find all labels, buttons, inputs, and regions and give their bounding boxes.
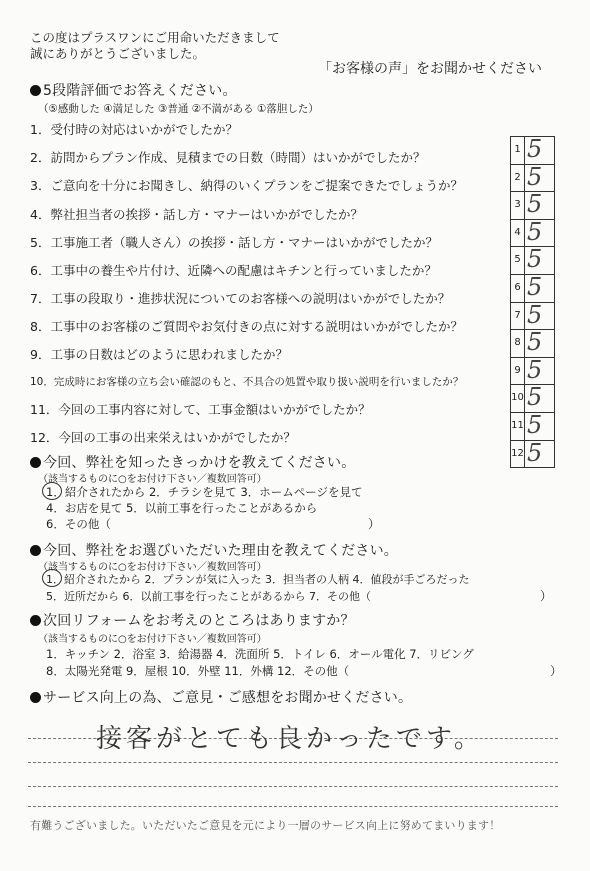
comment-line — [28, 762, 558, 763]
answer-number: 7 — [511, 303, 525, 330]
answer-row-5 — [511, 247, 554, 275]
trigger-options-line-2[interactable]: 4．お店を見て 5．以前工事を行ったことがあるから — [46, 501, 318, 515]
answer-value[interactable]: 5 — [527, 245, 543, 274]
next-title-text: 次回リフォームをお考えのところはありますか？ — [43, 613, 355, 629]
answer-number: 1 — [511, 137, 525, 164]
question-4: 4．弊社担当者の挨拶・話し方・マナーはいかがでしたか？ — [30, 207, 363, 222]
bullet-icon — [30, 457, 41, 468]
answer-value[interactable]: 5 — [527, 300, 543, 329]
answer-row-8 — [511, 330, 554, 358]
reason-options-line-1[interactable]: 1．紹介されたから 2．プランが気に入った 3．担当者の人柄 4．値段が手ごろだった — [46, 573, 470, 586]
answer-row-10 — [511, 385, 554, 413]
next-options-line-2[interactable]: 8．太陽光発電 9．屋根 10．外壁 11．外構 12．その他（ — [46, 664, 350, 678]
answer-value[interactable]: 5 — [527, 190, 543, 219]
answer-row-12 — [511, 438, 554, 468]
trigger-note: （該当するものに○をお付け下さい／複数回答可） — [38, 474, 267, 485]
question-1: 1．受付時の対応はいかがでしたか？ — [30, 122, 238, 137]
answer-value[interactable]: 5 — [527, 162, 543, 191]
answer-row-9 — [511, 355, 554, 386]
bullet-icon — [30, 545, 41, 556]
answer-row-11 — [511, 410, 554, 441]
answer-value[interactable]: 5 — [527, 355, 543, 384]
trigger-paren-end: ） — [368, 517, 381, 531]
answer-number: 2 — [511, 165, 525, 192]
comment-title-text: サービス向上の為、ご意見・ご感想をお聞かせください。 — [43, 690, 413, 706]
answer-row-1 — [511, 137, 554, 165]
answer-row-6 — [511, 272, 554, 303]
answer-number: 3 — [511, 192, 525, 219]
answer-number: 11 — [511, 413, 525, 440]
rating-title-text: 5段階評価でお答えください。 — [43, 83, 237, 99]
answer-value[interactable]: 5 — [527, 328, 543, 357]
answer-row-4 — [511, 217, 554, 248]
reason-section-title — [30, 540, 398, 560]
voice-title: 「お客様の声」をお聞かせください — [318, 61, 542, 77]
trigger-section-title — [30, 452, 355, 472]
answer-number: 5 — [511, 247, 525, 274]
bullet-icon — [30, 615, 41, 626]
answer-row-3 — [511, 192, 554, 220]
reason-title-text: 今回、弊社をお選びいただいた理由を教えてください。 — [43, 543, 398, 559]
answer-number: 8 — [511, 330, 525, 357]
answer-row-2 — [511, 162, 554, 193]
rating-section-title — [30, 80, 237, 100]
answer-row-7 — [511, 300, 554, 331]
question-10: 10．完成時にお客様の立ち会い確認のもと、不具合の処置や取り扱い説明を行いましたか？ — [30, 376, 464, 388]
next-note: （該当するものに○をお付け下さい／複数回答可） — [38, 634, 267, 645]
answer-value[interactable]: 5 — [527, 438, 543, 467]
next-options-line-1[interactable]: 1．キッチン 2．浴室 3．給湯器 4．洗面所 5．トイレ 6．オール電化 7．リビング — [46, 647, 474, 661]
question-11: 11．今回の工事内容に対して、工事金額はいかがでしたか？ — [30, 402, 371, 417]
answer-value[interactable]: 5 — [527, 410, 543, 439]
question-9: 9．工事の日数はどのように思われましたか？ — [30, 347, 288, 362]
intro-line-1: この度はプラスワンにご用命いただきまして — [30, 30, 280, 45]
answer-number: 10 — [511, 385, 525, 412]
question-3: 3．ご意向を十分にお聞きし、納得のいくプランをご提案できたでしょうか？ — [30, 178, 463, 193]
reason-note: （該当するものに○をお付け下さい／複数回答可） — [38, 562, 267, 573]
comment-line — [28, 806, 558, 807]
answer-value[interactable]: 5 — [527, 135, 543, 163]
question-7: 7．工事の段取り・進捗状況についてのお客様への説明はいかがでしたか？ — [30, 291, 451, 306]
question-8: 8．工事中のお客様のご質問やお気付きの点に対する説明はいかがでしたか？ — [30, 319, 463, 334]
rating-legend: （⑤感動した ④満足した ③普通 ②不満がある ①落胆した） — [38, 103, 319, 115]
comment-line — [28, 786, 558, 787]
question-5: 5．工事施工者（職人さん）の挨拶・話し方・マナーはいかがでしたか？ — [30, 235, 438, 250]
question-12: 12．今回の工事の出来栄えはいかがでしたか？ — [30, 430, 296, 445]
bullet-icon — [30, 692, 41, 703]
answer-number: 6 — [511, 275, 525, 302]
intro-line-2: 誠にありがとうございました。 — [30, 46, 206, 61]
handwritten-comment[interactable]: 接客がとても良かったです。 — [96, 724, 484, 754]
next-paren-end: ） — [550, 664, 563, 678]
answer-number: 9 — [511, 358, 525, 385]
bullet-icon — [30, 85, 41, 96]
trigger-options-line-1[interactable]: 1．紹介されたから 2．チラシを見て 3．ホームページを見て — [46, 485, 363, 499]
question-2: 2．訪問からプラン作成、見積までの日数（時間）はいかがでしたか？ — [30, 150, 426, 165]
next-section-title — [30, 610, 355, 630]
footer-message: 有難うございました。いただいたご意見を元により一層のサービス向上に努めてまいります！ — [30, 819, 501, 832]
answer-number: 4 — [511, 220, 525, 247]
answer-value[interactable]: 5 — [527, 217, 543, 246]
trigger-title-text: 今回、弊社を知ったきっかけを教えてください。 — [43, 455, 356, 471]
rating-answer-grid — [510, 136, 555, 468]
reason-options-line-2[interactable]: 5．近所だから 6．以前工事を行ったことがあるから 7．その他（ — [46, 590, 371, 603]
trigger-options-line-3[interactable]: 6．その他（ — [46, 517, 111, 531]
answer-value[interactable]: 5 — [527, 272, 543, 301]
reason-paren-end: ） — [540, 589, 553, 603]
question-6: 6．工事中の養生や片付け、近隣への配慮はキチンと行っていましたか？ — [30, 263, 437, 278]
answer-value[interactable]: 5 — [527, 383, 543, 412]
answer-number: 12 — [511, 441, 525, 468]
comment-section-title — [30, 687, 412, 707]
